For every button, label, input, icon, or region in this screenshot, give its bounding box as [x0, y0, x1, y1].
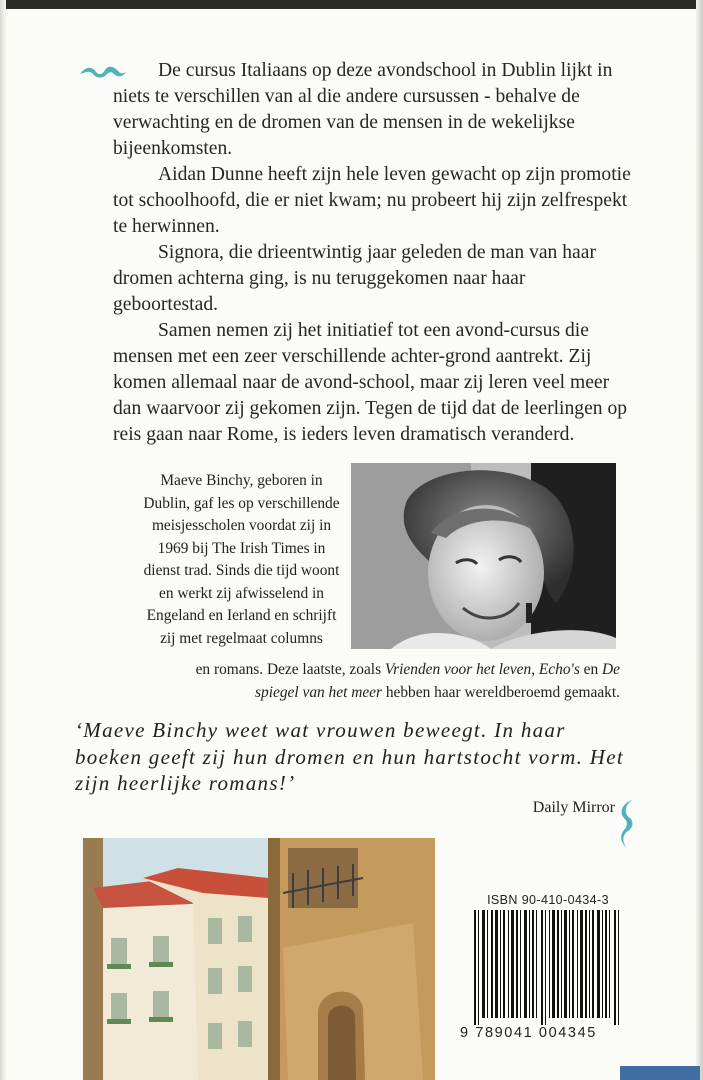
quote-source: Daily Mirror: [532, 799, 615, 816]
book-title: Vrienden voor het leven: [384, 661, 532, 678]
book-title: Echo's: [538, 661, 580, 678]
author-photo: [351, 463, 616, 649]
top-dark-edge: [0, 0, 703, 9]
blurb-paragraph: De cursus Italiaans op deze avondschool in Dublin lijkt in niets te verschillen van al die andere cursussen - behalve de verwachting en de dromen van de mensen in de wekelijkse bijeenkomsten.: [113, 60, 613, 159]
author-bio-continued: [150, 659, 620, 704]
separator: ,: [531, 661, 539, 678]
cover-illustration: [83, 838, 435, 1080]
wave-ornament-icon: [618, 798, 638, 850]
isbn-label: ISBN 90-410-0434-3: [487, 893, 609, 907]
barcode-digits: 9 789041 004345: [460, 1025, 597, 1041]
barcode: [472, 910, 624, 1025]
book-title: De spiegel van het meer: [255, 661, 620, 701]
press-quote: ‘Maeve Binchy weet wat vrouwen beweegt. In haar boeken geeft zij hun dromen en hun hartstocht vorm. Het zijn heerlijke romans!’: [75, 718, 624, 795]
left-edge-shadow: [0, 0, 6, 1080]
bio-tail-text: hebben haar wereldberoemd gemaakt.: [381, 683, 620, 701]
separator: en: [579, 661, 603, 678]
blurb-paragraph: Samen nemen zij het initiatief tot een avond-cursus die mensen met een zeer verschillende achter-grond aantrekt. Zij komen allemaal naar de avond-school, maar zij leren veel meer dan waarvoor zij gekomen zijn. Tegen de tijd dat de leerlingen op reis gaan naar Rome, is ieders leven dramatisch veranderd.: [113, 320, 628, 445]
blurb-paragraph: Aidan Dunne heeft zijn hele leven gewacht op zijn promotie tot schoolhoofd, die er niet kwam; nu probeert hij zijn zelfrespekt te herwinnen.: [113, 164, 631, 237]
blurb-paragraph: Signora, die drieentwintig jaar geleden de man van haar dromen achterna ging, is nu teruggekomen naar haar geboortestad.: [113, 242, 596, 315]
bio-tail-text: en romans. Deze laatste, zoals: [195, 661, 385, 678]
right-edge-shadow: [696, 0, 703, 1080]
back-cover-blurb: [113, 58, 633, 448]
corner-color-stripe: [620, 1066, 700, 1080]
author-bio: Maeve Binchy, geboren in Dublin, gaf les op verschillende meisjesscholen voordat zij in 1969 bij The Irish Times in dienst trad. Sinds die tijd woont en werkt zij afwisselend in Engeland en Ierland en schrijft zij met regelmaat columns: [143, 472, 340, 647]
